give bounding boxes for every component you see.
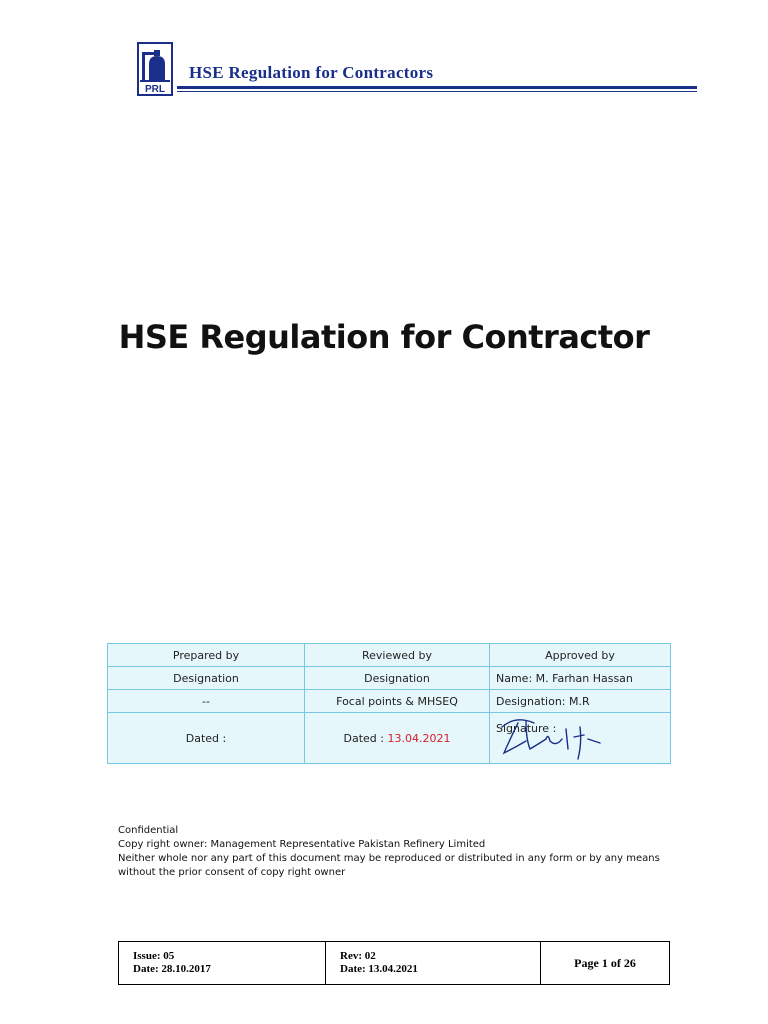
logo-text: PRL	[145, 84, 165, 95]
footer-table	[118, 941, 670, 985]
page-header	[137, 42, 697, 98]
approved-name: Name: M. Farhan Hassan	[490, 667, 671, 690]
copyright-line: Copy right owner: Management Representative Pakistan Refinery Limited	[118, 839, 486, 850]
table-row	[108, 644, 671, 667]
footer-issue	[119, 942, 326, 985]
prepared-by-header: Prepared by	[108, 644, 305, 667]
table-row	[108, 667, 671, 690]
reviewed-dated	[305, 713, 490, 764]
approved-signature	[490, 713, 671, 764]
signature-label: Signature :	[496, 721, 557, 735]
reviewed-by-header: Reviewed by	[305, 644, 490, 667]
page-number: Page 1 of 26	[541, 942, 670, 985]
prl-logo-icon	[137, 42, 173, 96]
issue-number: Issue: 05	[133, 950, 175, 962]
reproduction-line: Neither whole nor any part of this document may be reproduced or distributed in any form or by any means	[118, 853, 660, 864]
issue-date: Date: 28.10.2017	[133, 963, 211, 975]
document-title: HSE Regulation for Contractor	[118, 318, 650, 356]
consent-line: without the prior consent of copy right owner	[118, 867, 346, 878]
approved-by-header: Approved by	[490, 644, 671, 667]
rev-number: Rev: 02	[340, 950, 376, 962]
prepared-value: --	[108, 690, 305, 713]
reviewed-value: Focal points & MHSEQ	[305, 690, 490, 713]
signature-icon	[496, 713, 606, 773]
footer-rev	[326, 942, 541, 985]
table-row	[108, 690, 671, 713]
table-row	[119, 942, 670, 985]
header-title: HSE Regulation for Contractors	[189, 63, 434, 82]
confidential-line: Confidential	[118, 825, 179, 836]
header-rule	[177, 86, 697, 89]
prepared-designation: Designation	[108, 667, 305, 690]
signature-mark	[496, 735, 606, 755]
dated-value: 13.04.2021	[387, 731, 451, 745]
prepared-dated: Dated :	[108, 713, 305, 764]
confidential-notice	[118, 824, 678, 880]
approved-designation: Designation: M.R	[490, 690, 671, 713]
dated-label: Dated :	[343, 731, 388, 745]
reviewed-designation: Designation	[305, 667, 490, 690]
table-row	[108, 713, 671, 764]
rev-date: Date: 13.04.2021	[340, 963, 418, 975]
header-rule-thin	[177, 91, 697, 92]
approval-table	[107, 643, 671, 764]
